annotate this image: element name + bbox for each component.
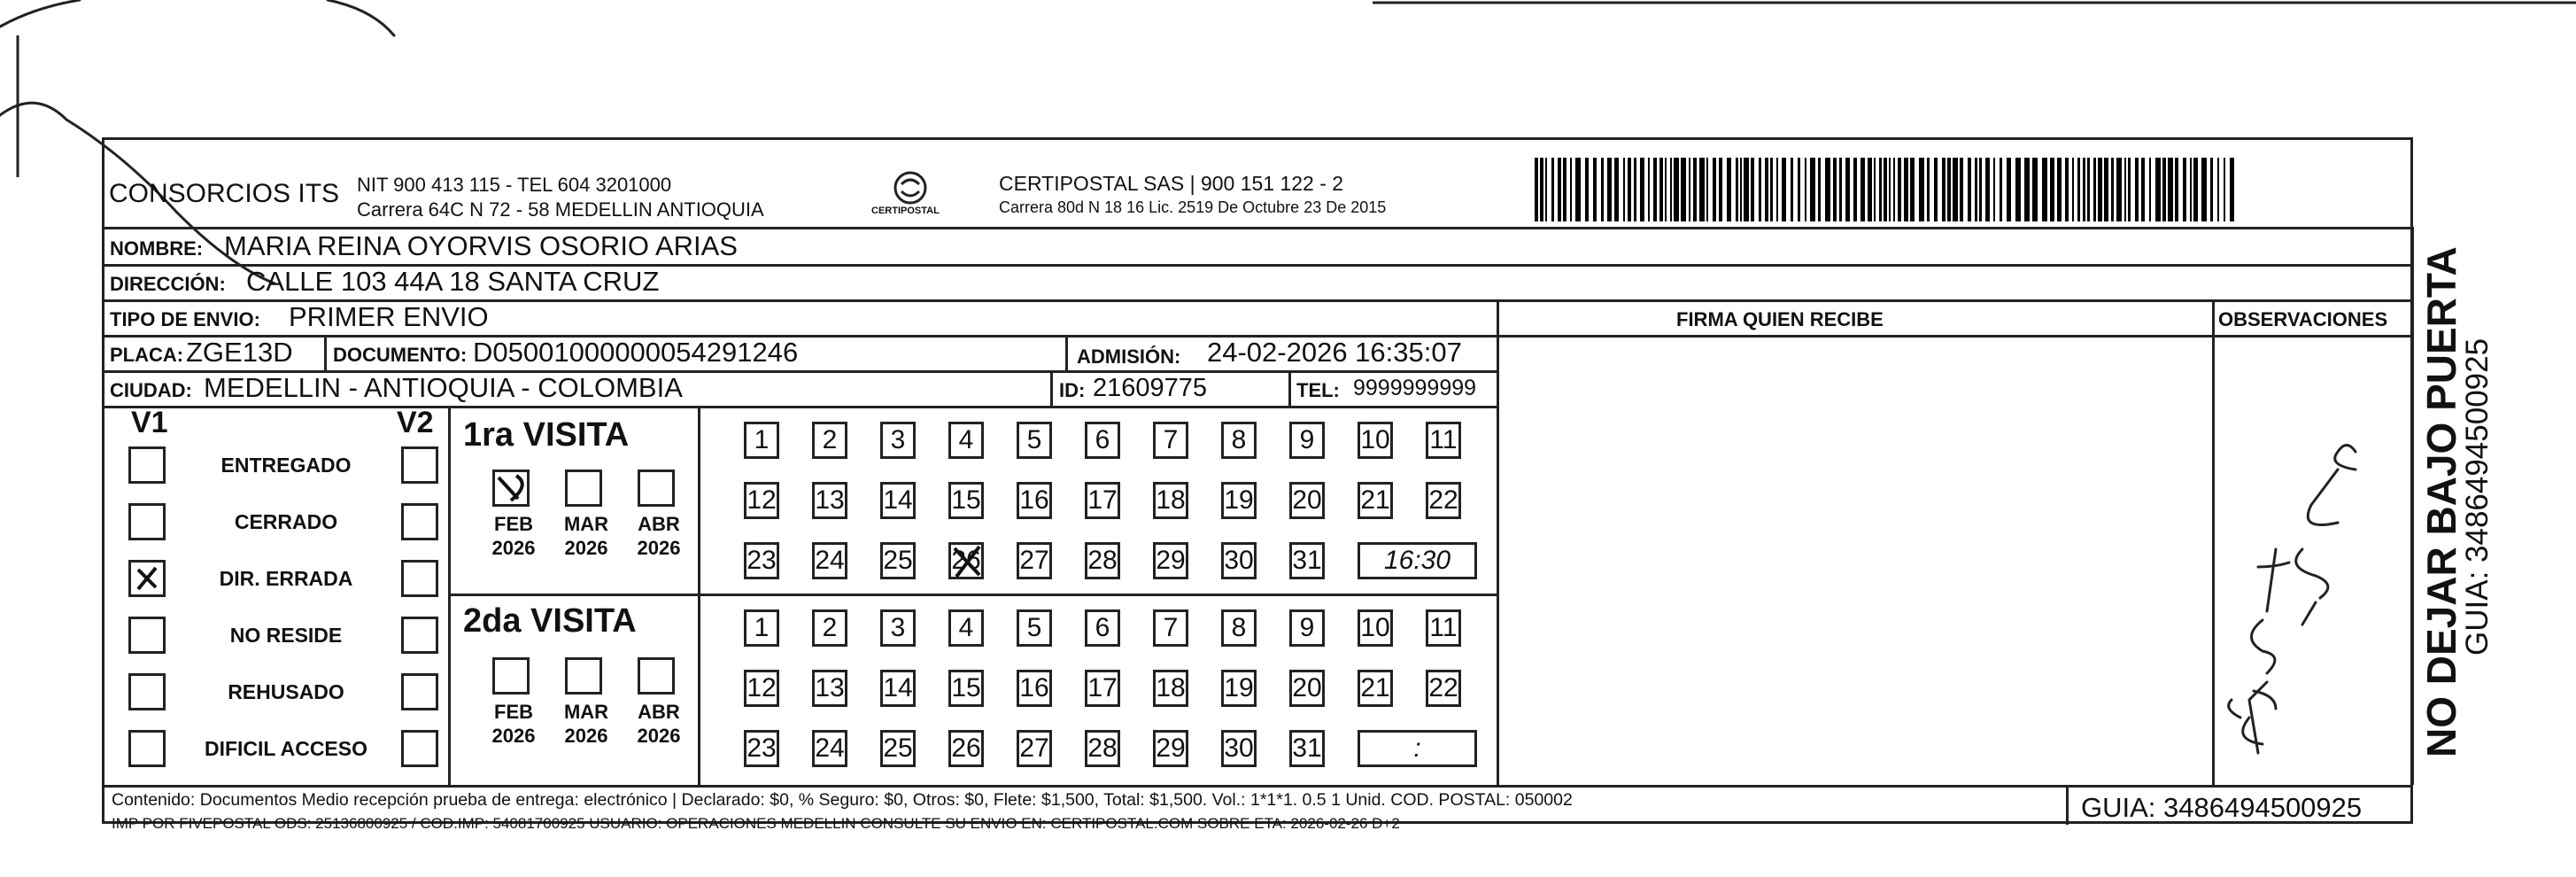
- day-box[interactable]: 31: [1289, 730, 1325, 767]
- day-box[interactable]: 23: [744, 542, 779, 579]
- barcode-bar: [2065, 158, 2069, 221]
- barcode-bar: [1659, 158, 1663, 221]
- barcode-bar: [1706, 158, 1708, 221]
- v1-label: V1: [131, 406, 168, 439]
- status-label: DIR. ERRADA: [219, 567, 353, 590]
- barcode-bar: [1798, 158, 1800, 221]
- side-guia-text: GUIA: 3486494500925: [2460, 338, 2495, 656]
- day-box[interactable]: 17: [1085, 670, 1120, 707]
- nombre-label: NOMBRE:: [110, 237, 204, 260]
- barcode-bar: [1791, 158, 1793, 221]
- v1-checkbox[interactable]: [128, 446, 166, 484]
- cell-divider: [1050, 370, 1053, 406]
- v2-checkbox[interactable]: [401, 617, 438, 654]
- visit2-title: 2da VISITA: [463, 602, 637, 640]
- visit-divider: [448, 594, 1499, 596]
- day-box[interactable]: 8: [1221, 609, 1257, 647]
- day-box[interactable]: 11: [1426, 422, 1461, 459]
- direccion-value: CALLE 103 44A 18 SANTA CRUZ: [246, 266, 660, 297]
- barcode: [1535, 158, 2243, 221]
- barcode-bar: [1699, 158, 1705, 221]
- barcode-bar: [1839, 158, 1842, 221]
- day-box[interactable]: 11: [1426, 609, 1461, 647]
- day-box[interactable]: 4: [948, 609, 984, 647]
- barcode-bar: [1640, 158, 1644, 221]
- day-box[interactable]: 1: [744, 422, 779, 459]
- month-label: [558, 700, 615, 748]
- barcode-bar: [1910, 158, 1915, 221]
- day-box[interactable]: 26: [948, 542, 984, 579]
- month-year: 2026: [564, 725, 608, 747]
- barcode-bar: [1736, 158, 1738, 221]
- v1-checkbox[interactable]: [128, 560, 166, 597]
- company-license: Carrera 80d N 18 16 Lic. 2519 De Octubre 23 De 2015: [999, 198, 1387, 216]
- barcode-bar: [2224, 158, 2225, 221]
- barcode-bar: [2135, 158, 2139, 221]
- month-name: MAR: [563, 701, 609, 723]
- cell-divider: [1065, 335, 1068, 370]
- status-label: CERRADO: [234, 510, 338, 533]
- barcode-bar: [1558, 158, 1561, 221]
- day-box[interactable]: 20: [1289, 670, 1325, 707]
- day-box[interactable]: 14: [880, 670, 916, 707]
- barcode-bar: [2193, 158, 2198, 221]
- day-box[interactable]: 28: [1085, 542, 1120, 579]
- row-divider: [104, 406, 1499, 408]
- barcode-bar: [1879, 158, 1882, 221]
- barcode-bar: [1770, 158, 1773, 221]
- barcode-bar: [1719, 158, 1722, 221]
- day-box[interactable]: 12: [744, 482, 779, 519]
- day-box[interactable]: 31: [1289, 542, 1325, 579]
- barcode-bar: [2087, 158, 2090, 221]
- day-box[interactable]: 7: [1153, 422, 1188, 459]
- status-label: DIFICIL ACCESO: [204, 737, 367, 760]
- day-box[interactable]: 9: [1289, 422, 1325, 459]
- ciudad-value: MEDELLIN - ANTIOQUIA - COLOMBIA: [204, 372, 683, 403]
- barcode-bar: [1927, 158, 1930, 221]
- day-box[interactable]: 14: [880, 482, 916, 519]
- barcode-bar: [1904, 158, 1908, 221]
- day-box[interactable]: 13: [812, 670, 847, 707]
- barcode-bar: [1681, 158, 1686, 221]
- barcode-bar: [1713, 158, 1716, 221]
- day-box[interactable]: 21: [1358, 670, 1393, 707]
- month-name: FEB: [494, 513, 533, 535]
- direccion-label: DIRECCIÓN:: [110, 273, 226, 295]
- id-label: ID:: [1059, 379, 1086, 401]
- ciudad-label: CIUDAD:: [110, 379, 192, 401]
- sender-name: CONSORCIOS ITS: [109, 179, 340, 208]
- footer-guia: GUIA: 3486494500925: [2081, 792, 2363, 823]
- month-checkbox[interactable]: [638, 470, 675, 507]
- barcode-bar: [1934, 158, 1938, 221]
- certipostal-logo: [866, 168, 955, 221]
- barcode-bar: [1776, 158, 1778, 221]
- v1-checkbox[interactable]: [128, 730, 166, 767]
- day-box[interactable]: 19: [1221, 670, 1257, 707]
- row-divider: [1499, 335, 2411, 338]
- day-box[interactable]: 4: [948, 422, 984, 459]
- footer-contenido: Contenido: Documentos Medio recepción prueba de entrega: electrónico | Declarado: $0, % Seguro: $0, Otros: $0, Flete: $1,500, Total: $1,500. Vol.: 1*1*1. 0.5 1 Unid. COD. POSTAL: 050002: [112, 790, 1573, 810]
- barcode-bar: [2190, 158, 2192, 221]
- barcode-bar: [1535, 158, 1538, 221]
- barcode-bar: [1540, 158, 1543, 221]
- logo-text: CERTIPOSTAL: [871, 206, 940, 216]
- v2-checkbox[interactable]: [401, 560, 438, 597]
- documento-value: D05001000000054291246: [473, 337, 799, 368]
- day-box[interactable]: 26: [948, 730, 984, 767]
- barcode-bar: [1979, 158, 1982, 221]
- day-box[interactable]: 8: [1221, 422, 1257, 459]
- barcode-bar: [1545, 158, 1547, 221]
- month-label: [485, 512, 542, 560]
- barcode-bar: [1751, 158, 1754, 221]
- day-box[interactable]: 22: [1426, 670, 1461, 707]
- day-box[interactable]: 29: [1153, 542, 1188, 579]
- barcode-bar: [2230, 158, 2234, 221]
- barcode-bar: [2217, 158, 2219, 221]
- barcode-bar: [1653, 158, 1657, 221]
- status-label: REHUSADO: [228, 680, 344, 703]
- month-name: ABR: [638, 513, 680, 535]
- barcode-bar: [1805, 158, 1806, 221]
- nombre-value: MARIA REINA OYORVIS OSORIO ARIAS: [224, 230, 738, 261]
- shipping-form: [102, 137, 2413, 832]
- day-box[interactable]: 5: [1017, 422, 1052, 459]
- day-box[interactable]: 20: [1289, 482, 1325, 519]
- guia-cell-left: [2066, 785, 2069, 825]
- barcode-bar: [2210, 158, 2213, 221]
- barcode-bar: [1623, 158, 1625, 221]
- month-label: [630, 512, 687, 560]
- admision-value: 24-02-2026 16:35:07: [1207, 337, 1462, 368]
- barcode-bar: [2042, 158, 2047, 221]
- day-box[interactable]: 2: [812, 609, 847, 647]
- barcode-bar: [2124, 158, 2126, 221]
- barcode-bar: [2175, 158, 2178, 221]
- day-box[interactable]: 27: [1017, 542, 1052, 579]
- day-box[interactable]: 3: [880, 422, 916, 459]
- month-year: 2026: [491, 537, 536, 559]
- day-box[interactable]: 10: [1358, 609, 1393, 647]
- firma-column-left: [1497, 299, 1499, 785]
- barcode-bar: [1968, 158, 1971, 221]
- company-name: CERTIPOSTAL SAS | 900 151 122 - 2: [999, 172, 1344, 195]
- day-box[interactable]: 25: [880, 542, 916, 579]
- barcode-bar: [2050, 158, 2054, 221]
- month-year: 2026: [637, 725, 681, 747]
- day-box[interactable]: 9: [1289, 609, 1325, 647]
- barcode-bar: [1985, 158, 1990, 221]
- month-checkbox[interactable]: [565, 657, 602, 695]
- barcode-bar: [2072, 158, 2074, 221]
- time-box[interactable]: :: [1358, 730, 1477, 767]
- barcode-bar: [1607, 158, 1612, 221]
- barcode-bar: [2024, 158, 2030, 221]
- v2-label: V2: [397, 406, 434, 439]
- day-box[interactable]: 1: [744, 609, 779, 647]
- no-dejar-text: NO DEJAR BAJO PUERTA: [2418, 246, 2464, 757]
- row-divider: [104, 227, 2411, 229]
- month-label: [630, 700, 687, 748]
- barcode-bar: [1693, 158, 1697, 221]
- barcode-bar: [1898, 158, 1901, 221]
- barcode-bar: [1960, 158, 1963, 221]
- v2-checkbox[interactable]: [401, 730, 438, 767]
- sender-address: Carrera 64C N 72 - 58 MEDELLIN ANTIOQUIA: [357, 198, 764, 221]
- barcode-bar: [1665, 158, 1667, 221]
- admision-label: ADMISIÓN:: [1077, 345, 1181, 368]
- barcode-bar: [2104, 158, 2108, 221]
- status-label: NO RESIDE: [229, 624, 343, 647]
- month-label: [485, 700, 542, 748]
- barcode-bar: [1889, 158, 1891, 221]
- month-checkbox[interactable]: [638, 657, 675, 695]
- month-label: [558, 512, 615, 560]
- barcode-bar: [1575, 158, 1581, 221]
- day-box[interactable]: 15: [948, 482, 984, 519]
- time-box[interactable]: 16:30: [1358, 542, 1477, 579]
- barcode-bar: [1868, 158, 1872, 221]
- month-year: 2026: [637, 537, 681, 559]
- observaciones-header: OBSERVACIONES: [2218, 308, 2388, 330]
- tipo-envio-value: PRIMER ENVIO: [289, 301, 489, 332]
- day-box[interactable]: 21: [1358, 482, 1393, 519]
- day-box[interactable]: 28: [1085, 730, 1120, 767]
- day-box[interactable]: 24: [812, 542, 847, 579]
- day-box[interactable]: 25: [880, 730, 916, 767]
- placa-label: PLACA:: [110, 344, 184, 366]
- barcode-bar: [1563, 158, 1566, 221]
- barcode-bar: [2093, 158, 2096, 221]
- v2-checkbox[interactable]: [401, 503, 438, 540]
- barcode-bar: [1993, 158, 1995, 221]
- tipo-envio-label: TIPO DE ENVIO:: [110, 308, 260, 330]
- barcode-bar: [1953, 158, 1958, 221]
- day-box[interactable]: 6: [1085, 609, 1120, 647]
- observaciones-column-right: [2411, 227, 2414, 785]
- day-box[interactable]: 30: [1221, 542, 1257, 579]
- barcode-bar: [1818, 158, 1821, 221]
- v1-checkbox[interactable]: [128, 617, 166, 654]
- barcode-bar: [1919, 158, 1924, 221]
- status-label: ENTREGADO: [220, 454, 352, 477]
- day-box[interactable]: 3: [880, 609, 916, 647]
- barcode-bar: [2111, 158, 2114, 221]
- barcode-bar: [1833, 158, 1837, 221]
- id-value: 21609775: [1093, 374, 1208, 402]
- day-box[interactable]: 10: [1358, 422, 1393, 459]
- day-box[interactable]: 7: [1153, 609, 1188, 647]
- barcode-bar: [1853, 158, 1857, 221]
- barcode-bar: [1674, 158, 1679, 221]
- cell-divider: [324, 335, 327, 370]
- barcode-bar: [2183, 158, 2186, 221]
- barcode-bar: [1744, 158, 1749, 221]
- barcode-bar: [1810, 158, 1815, 221]
- barcode-bar: [1628, 158, 1631, 221]
- barcode-bar: [1860, 158, 1865, 221]
- documento-label: DOCUMENTO:: [333, 344, 468, 366]
- barcode-bar: [1874, 158, 1876, 221]
- footer-imp: IMP POR FIVEPOSTAL ODS: 25136800925 / COD.IMP: 54081700925 USUARIO: OPERACIONES MEDELLIN CONSULTE SU ENVIO EN: CERTIPOSTAL.COM SOBRE ETA: 2026-02-26 D+2: [112, 815, 1400, 832]
- barcode-bar: [2168, 158, 2173, 221]
- day-box[interactable]: 18: [1153, 482, 1188, 519]
- day-box[interactable]: 2: [812, 422, 847, 459]
- barcode-bar: [2162, 158, 2166, 221]
- barcode-bar: [1884, 158, 1887, 221]
- barcode-bar: [2201, 158, 2207, 221]
- day-box[interactable]: 12: [744, 670, 779, 707]
- barcode-bar: [2077, 158, 2080, 221]
- barcode-bar: [2083, 158, 2085, 221]
- barcode-bar: [2128, 158, 2131, 221]
- top-left-fold-line: [0, 0, 80, 27]
- barcode-bar: [2116, 158, 2122, 221]
- placa-value: ZGE13D: [186, 337, 293, 368]
- day-box[interactable]: 16: [1017, 482, 1052, 519]
- month-year: 2026: [491, 725, 536, 747]
- firma-header: FIRMA QUIEN RECIBE: [1676, 308, 1884, 330]
- barcode-bar: [2032, 158, 2038, 221]
- handwritten-observation: [2214, 434, 2373, 762]
- month-checkbox[interactable]: [492, 657, 530, 695]
- day-box[interactable]: 5: [1017, 609, 1052, 647]
- barcode-bar: [1740, 158, 1742, 221]
- barcode-bar: [1782, 158, 1786, 221]
- barcode-bar: [2155, 158, 2161, 221]
- day-box[interactable]: 30: [1221, 730, 1257, 767]
- barcode-bar: [1727, 158, 1731, 221]
- day-box[interactable]: 13: [812, 482, 847, 519]
- barcode-bar: [2149, 158, 2151, 221]
- barcode-bar: [1893, 158, 1895, 221]
- visit1-title: 1ra VISITA: [463, 416, 630, 454]
- barcode-bar: [1570, 158, 1572, 221]
- day-box[interactable]: 22: [1426, 482, 1461, 519]
- barcode-bar: [1947, 158, 1951, 221]
- month-name: MAR: [563, 513, 609, 535]
- day-box[interactable]: 17: [1085, 482, 1120, 519]
- v2-checkbox[interactable]: [401, 446, 438, 484]
- barcode-bar: [2007, 158, 2011, 221]
- day-box[interactable]: 19: [1221, 482, 1257, 519]
- barcode-bar: [2015, 158, 2021, 221]
- v1-checkbox[interactable]: [128, 673, 166, 710]
- day-box[interactable]: 27: [1017, 730, 1052, 767]
- v1-checkbox[interactable]: [128, 503, 166, 540]
- month-name: ABR: [638, 701, 680, 723]
- barcode-bar: [1614, 158, 1619, 221]
- day-box[interactable]: 29: [1153, 730, 1188, 767]
- barcode-bar: [1593, 158, 1597, 221]
- cell-divider: [1288, 370, 1291, 406]
- month-name: FEB: [494, 701, 533, 723]
- sender-nit: NIT 900 413 115 - TEL 604 3201000: [357, 174, 672, 196]
- month-checkbox[interactable]: [492, 470, 530, 507]
- day-box[interactable]: 18: [1153, 670, 1188, 707]
- barcode-bar: [1634, 158, 1636, 221]
- day-box[interactable]: 6: [1085, 422, 1120, 459]
- v2-checkbox[interactable]: [401, 673, 438, 710]
- day-box[interactable]: 23: [744, 730, 779, 767]
- barcode-bar: [2098, 158, 2102, 221]
- barcode-bar: [2000, 158, 2002, 221]
- barcode-bar: [1845, 158, 1850, 221]
- day-box[interactable]: 24: [812, 730, 847, 767]
- barcode-bar: [1689, 158, 1690, 221]
- barcode-bar: [1601, 158, 1604, 221]
- month-checkbox[interactable]: [565, 470, 602, 507]
- month-year: 2026: [564, 537, 608, 559]
- tel-value: 9999999999: [1353, 376, 1477, 400]
- barcode-bar: [2057, 158, 2062, 221]
- barcode-bar: [1585, 158, 1589, 221]
- barcode-bar: [1825, 158, 1830, 221]
- barcode-bar: [1975, 158, 1977, 221]
- barcode-bar: [1670, 158, 1672, 221]
- barcode-bar: [1765, 158, 1768, 221]
- barcode-bar: [1648, 158, 1650, 221]
- tel-label: TEL:: [1296, 379, 1340, 401]
- day-box[interactable]: 16: [1017, 670, 1052, 707]
- barcode-bar: [1551, 158, 1554, 221]
- barcode-bar: [1759, 158, 1761, 221]
- barcode-bar: [2141, 158, 2145, 221]
- barcode-bar: [1942, 158, 1946, 221]
- top-scratch: [328, 0, 394, 35]
- day-box[interactable]: 15: [948, 670, 984, 707]
